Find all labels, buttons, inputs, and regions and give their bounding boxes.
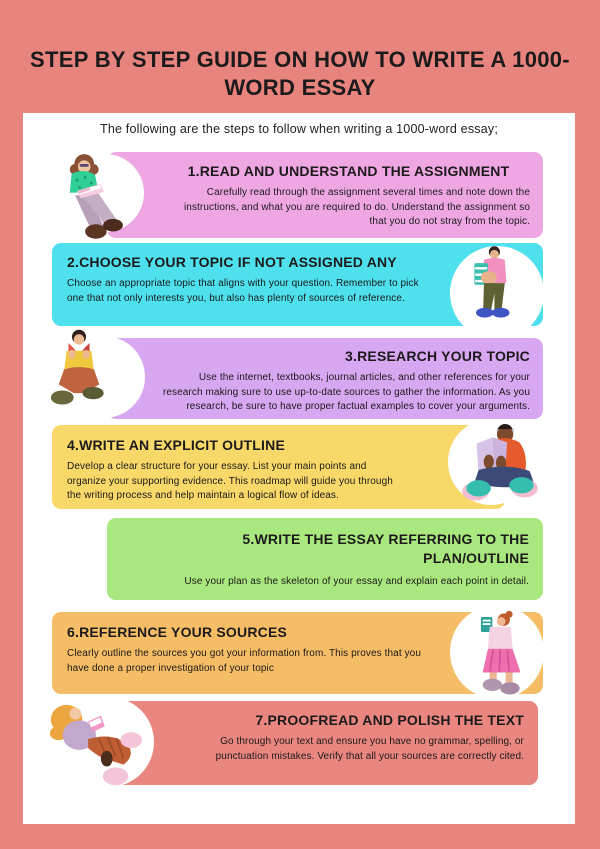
- step-4-title: 4.WRITE AN EXPLICIT OUTLINE: [67, 437, 285, 453]
- page-title: STEP BY STEP GUIDE ON HOW TO WRITE A 1000-WORD ESSAY: [30, 47, 570, 100]
- step-7-banner: [107, 701, 538, 785]
- step-3-title: 3.RESEARCH YOUR TOPIC: [345, 348, 530, 364]
- step-7-body: Go through your text and ensure you have no grammar, spelling, or punctuation mistakes. Verify that all your sources are correctly cited.: [215, 736, 524, 762]
- step-3-body: Use the internet, textbooks, journal articles, and other references for your research making sure to use up-to-date sources to gather the information. As you research, be sure to have proper factual examples to cover your arguments.: [162, 372, 530, 412]
- step-5-banner: [107, 518, 543, 600]
- seated-person-reading-open-book-icon: [50, 146, 140, 245]
- seated-person-reading-red-book-icon: [35, 325, 123, 419]
- page-body: [23, 113, 575, 824]
- step-5-body: Use your plan as the skeleton of your essay and explain each point in detail.: [184, 575, 529, 587]
- step-2-body: Choose an appropriate topic that aligns with your question. Remember to pick one that not only interests you, but also has plenty of sources of reference.: [67, 278, 419, 304]
- step-1-body: Carefully read through the assignment several times and note down the instructions, and what you are required to do. Understand the assignment so that you do not stray from the topic.: [183, 187, 530, 227]
- step-2-title: 2.CHOOSE YOUR TOPIC IF NOT ASSIGNED ANY: [67, 254, 397, 270]
- step-3-banner: [107, 338, 543, 419]
- cross-legged-person-reading-icon: [447, 421, 551, 523]
- step-7-title: 7.PROOFREAD AND POLISH THE TEXT: [255, 712, 524, 728]
- step-4-body: Develop a clear structure for your essay. List your main points and organize your supporting evidence. This roadmap will guide you through the writing process and help maintain a logical flow of ideas.: [67, 461, 393, 501]
- step-6-body: Clearly outline the sources you got your information from. This proves that you have done a proper investigation of your topic: [67, 648, 421, 674]
- intro-text: The following are the steps to follow when writing a 1000-word essay;: [99, 122, 499, 136]
- step-6-title: 6.REFERENCE YOUR SOURCES: [67, 624, 288, 640]
- step-4-banner: [52, 425, 505, 509]
- standing-person-carrying-books-icon: [452, 237, 532, 334]
- step-5-title: 5.WRITE THE ESSAY REFERRING TO THE PLAN/OUTLINE: [242, 531, 529, 566]
- standing-person-reading-book-icon: [451, 600, 539, 708]
- step-1-banner: [107, 152, 543, 238]
- step-1-title: 1.READ AND UNDERSTAND THE ASSIGNMENT: [187, 163, 510, 179]
- lying-person-reading-book-icon: [38, 696, 150, 794]
